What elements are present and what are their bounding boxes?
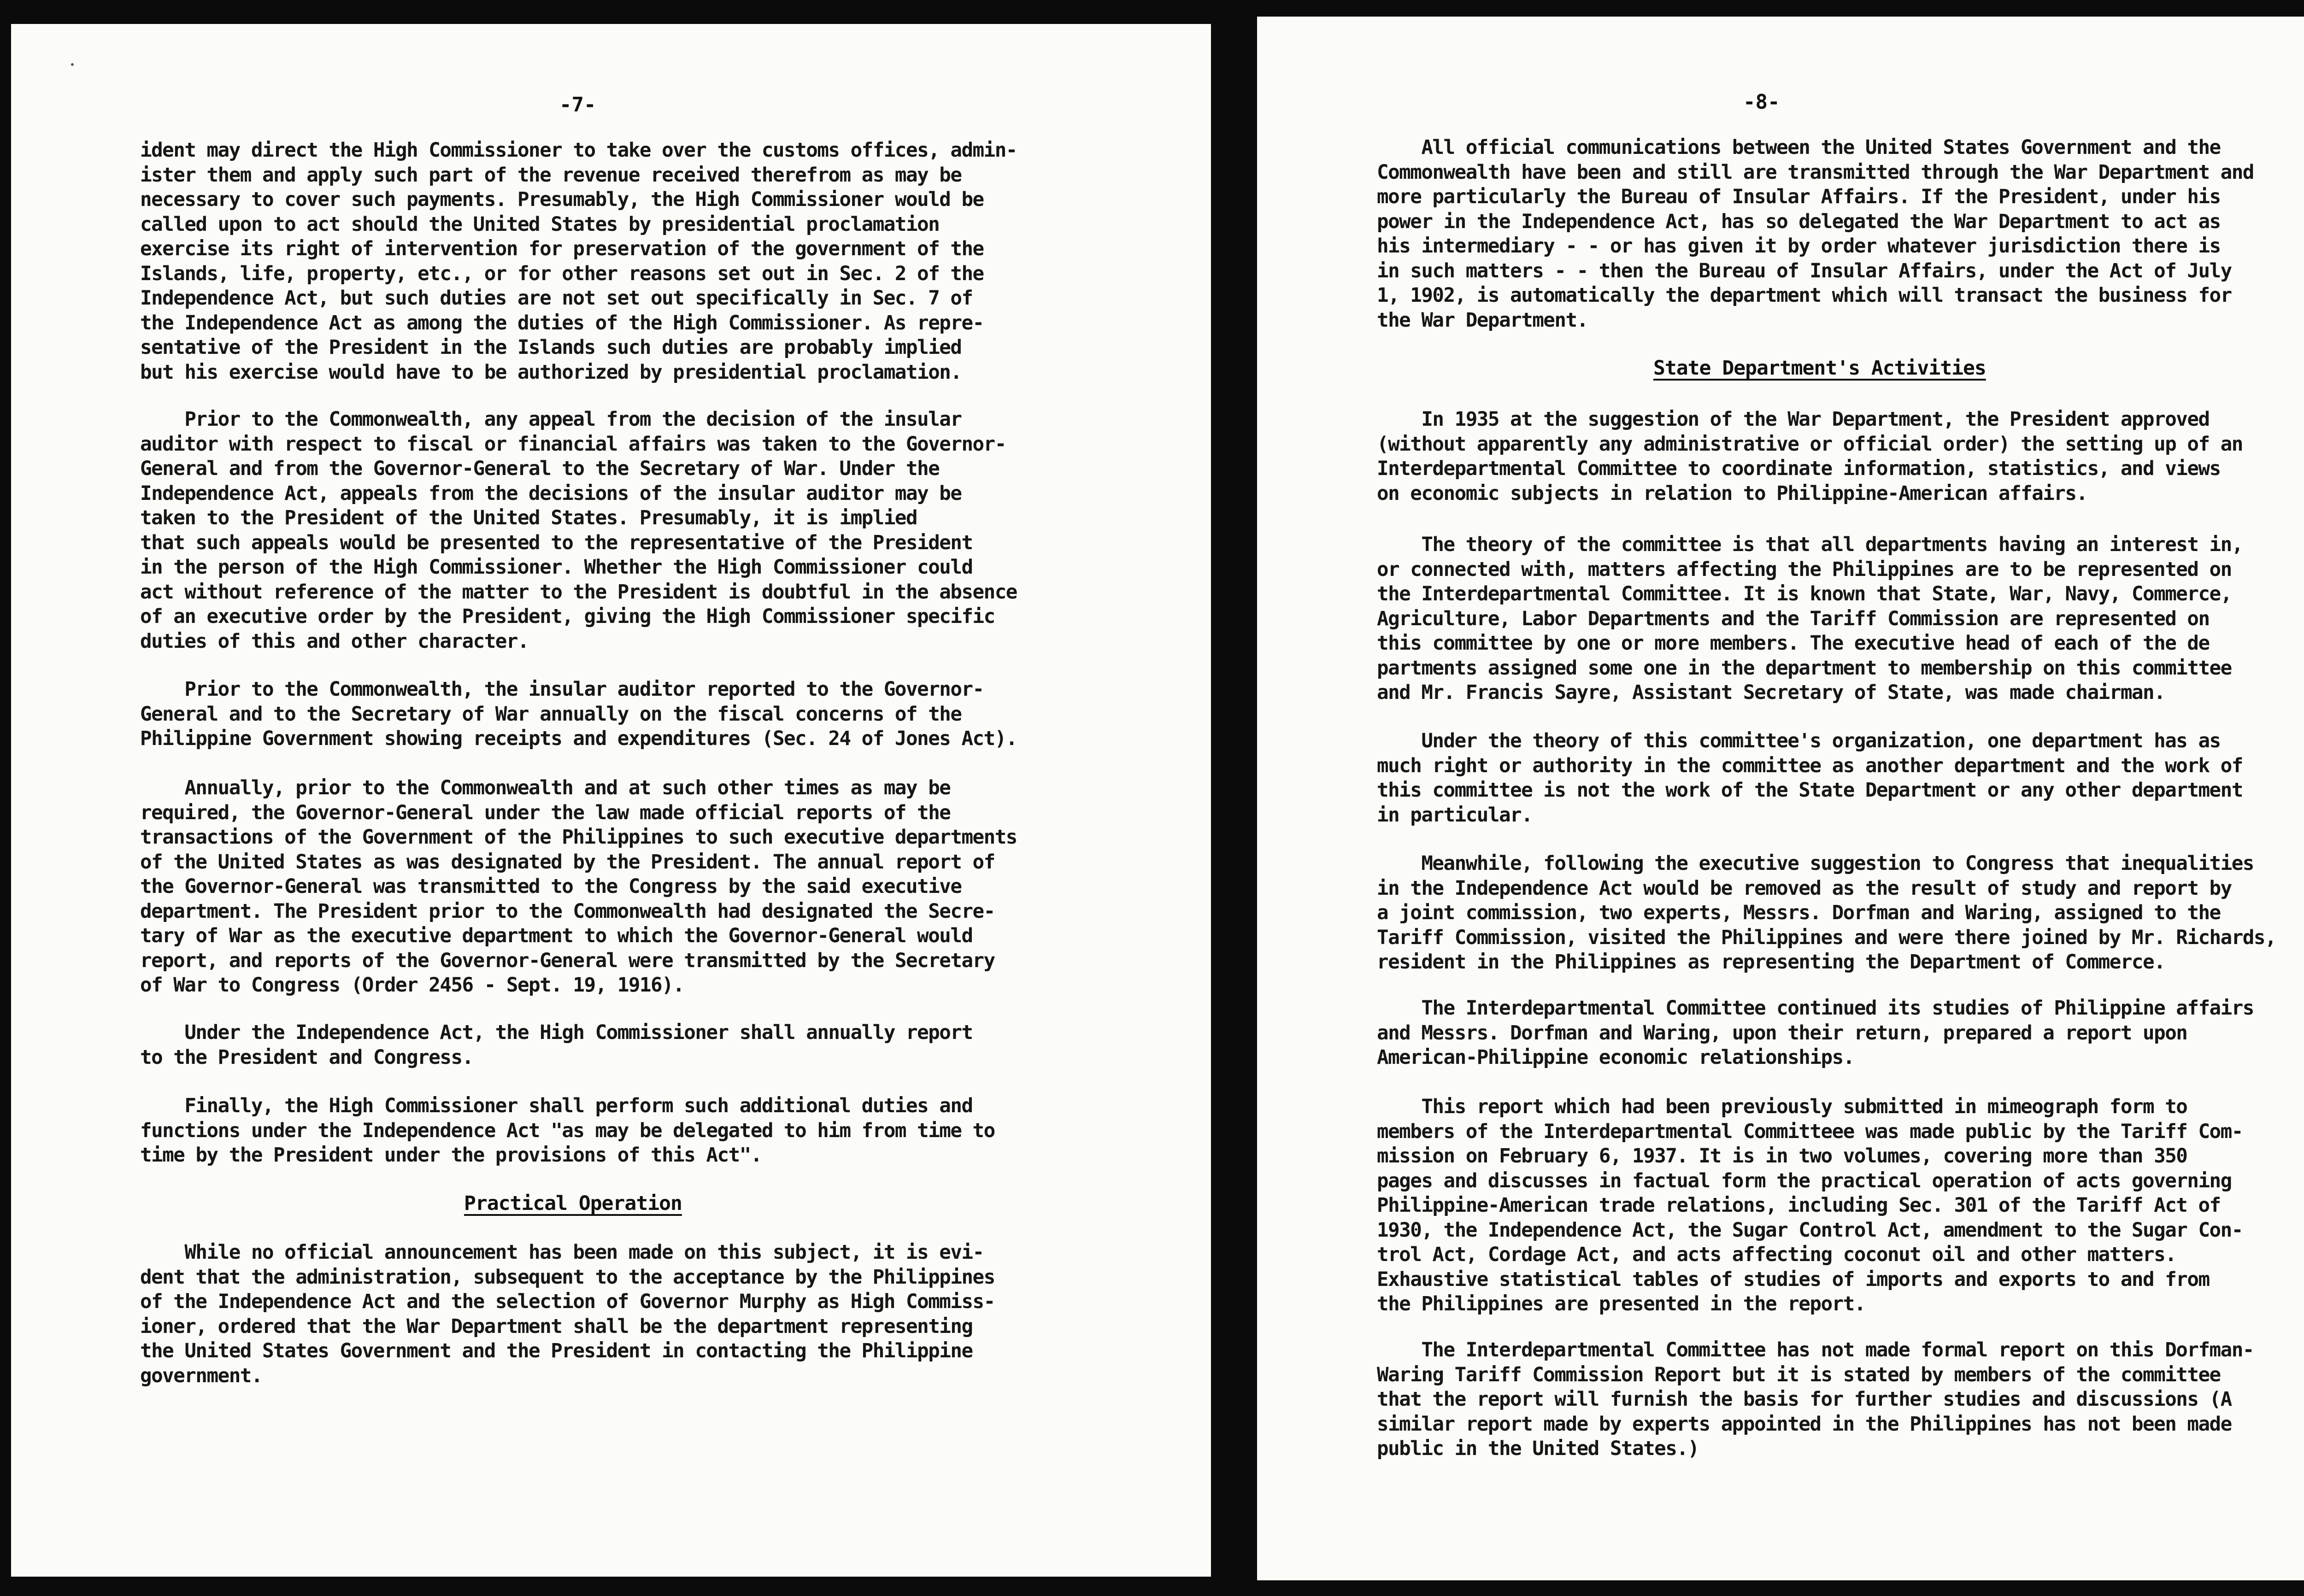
paragraph: All official communications between the United States Government and the Commonwealth have been and still are transmitted through the War Department and more particularly the Bureau of Insular Affairs. If the President, under his power in the Independence Act, has so delegated the War Department to act as his intermediary - - or has given it by order whatever jurisdiction there is in such matters - - then the Bureau of Insular Affairs, under the Act of July 1, 1902, is automatically the department which will transact the business for the War Department. (1377, 136, 2254, 332)
paragraph: Prior to the Commonwealth, any appeal from the decision of the insular auditor with respect to fiscal or financial affairs was taken to the Governor- General and from the Governor-General to the Secretary of War. Under the Independence Act, appeals from the decisions of the insular auditor may be taken to the President of the United States. Presumably, it is implied that such appeals would be presented to the representative of the President in the person of the High Commissioner. Whether the High Commissioner could act without reference of the matter to the President is doubtful in the absence of an executive order by the President, giving the High Commissioner specific duties of this and other character. (140, 408, 1017, 653)
page-number-right: -8- (1743, 90, 1780, 114)
section-heading: Practical Operation (464, 1192, 682, 1215)
page-number-left: -7- (559, 93, 596, 117)
scan-speck (71, 63, 74, 66)
paragraph: The theory of the committee is that all departments having an interest in, or connected with, matters affecting the Philippines are to be represented on the Interdepartmental Committee. It is known that State, War, Navy, Commerce, Agriculture, Labor Departments and the Tariff Commission are represented on this committee by one or more members. The executive head of each of the de partments assigned some one in the department to membership on this committee and Mr. Francis Sayre, Assistant Secretary of State, was made chairman. (1377, 534, 2243, 704)
paragraph: In 1935 at the suggestion of the War Department, the President approved (without apparently any administrative or official order) the setting up of an Interdepartmental Committee to coordinate information, statistics, and views on economic subjects in relation to Philippine-American affairs. (1377, 408, 2243, 505)
paragraph: ident may direct the High Commissioner to take over the customs offices, admin- ister them and apply such part of the revenue received therefrom as may be necessary to cover such payments. Presumably, the High Commissioner would be called upon to act should the United States by presidential proclamation exercise its right of intervention for preservation of the government of the Islands, life, property, etc., or for other reasons set out in Sec. 2 of the Independence Act, but such duties are not set out specifically in Sec. 7 of the Independence Act as among the duties of the High Commissioner. As repre- sentative of the President in the Islands such duties are probably implied but his exercise would have to be authorized by presidential proclamation. (140, 139, 1017, 384)
paragraph: Under the theory of this committee's organization, one department has as much right or authority in the committee as another department and the work of this committee is not the work of the State Department or any other department in particular. (1377, 730, 2243, 827)
right-page (1257, 17, 2304, 1580)
section-heading: State Department's Activities (1653, 357, 1986, 380)
paragraph: The Interdepartmental Committee continued its studies of Philippine affairs and Messrs. Dorfman and Waring, upon their return, prepared a report upon American-Philippine economic relationships. (1377, 997, 2254, 1069)
paragraph: Prior to the Commonwealth, the insular auditor reported to the Governor- General and to the Secretary of War annually on the fiscal concerns of the Philippine Government showing receipts and expenditures (Sec. 24 of Jones Act). (140, 678, 1017, 750)
paragraph: While no official announcement has been made on this subject, it is evi- dent that the administration, subsequent to the acceptance by the Philippines of the Independence Act and the selection of Governor Murphy as High Commiss- ioner, ordered that the War Department shall be the department representing the United States Government and the President in contacting the Philippine government. (140, 1241, 995, 1387)
paragraph: This report which had been previously submitted in mimeograph form to members of the Interdepartmental Committeee was made public by the Tariff Com- mission on February 6, 1937. It is in two volumes, covering more than 350 pages and discusses in factual form the practical operation of acts governing Philippine-American trade relations, including Sec. 301 of the Tariff Act of 1930, the Independence Act, the Sugar Control Act, amendment to the Sugar Con- trol Act, Cordage Act, and acts affecting coconut oil and other matters. Exhaustive statistical tables of studies of imports and exports to and from the Philippines are presented in the report. (1377, 1096, 2243, 1315)
paragraph: Meanwhile, following the executive suggestion to Congress that inequalities in the Independence Act would be removed as the result of study and report by a joint commission, two experts, Messrs. Dorfman and Waring, assigned to the Tariff Commission, visited the Philippines and were there joined by Mr. Richards, resident in the Philippines as representing the Department of Commerce. (1377, 852, 2276, 974)
left-page (11, 24, 1211, 1577)
paragraph: Annually, prior to the Commonwealth and at such other times as may be required, the Governor-General under the law made official reports of the transactions of the Government of the Philippines to such executive departments of the United States as was designated by the President. The annual report of the Governor-General was transmitted to the Congress by the said executive department. The President prior to the Commonwealth had designated the Secre- tary of War as the executive department to which the Governor-General would report, and reports of the Governor-General were transmitted by the Secretary of War to Congress (Order 2456 - Sept. 19, 1916). (140, 777, 1017, 997)
paragraph: Finally, the High Commissioner shall perform such additional duties and functions under the Independence Act "as may be delegated to him from time to time by the President under the provisions of this Act". (140, 1095, 995, 1167)
paragraph: The Interdepartmental Committee has not made formal report on this Dorfman- Waring Tariff Commission Report but it is stated by members of the committee that the report will furnish the basis for further studies and discussions (A similar report made by experts appointed in the Philippines has not been made public in the United States.) (1377, 1339, 2254, 1460)
paragraph: Under the Independence Act, the High Commissioner shall annually report to the President and Congress. (140, 1021, 973, 1069)
